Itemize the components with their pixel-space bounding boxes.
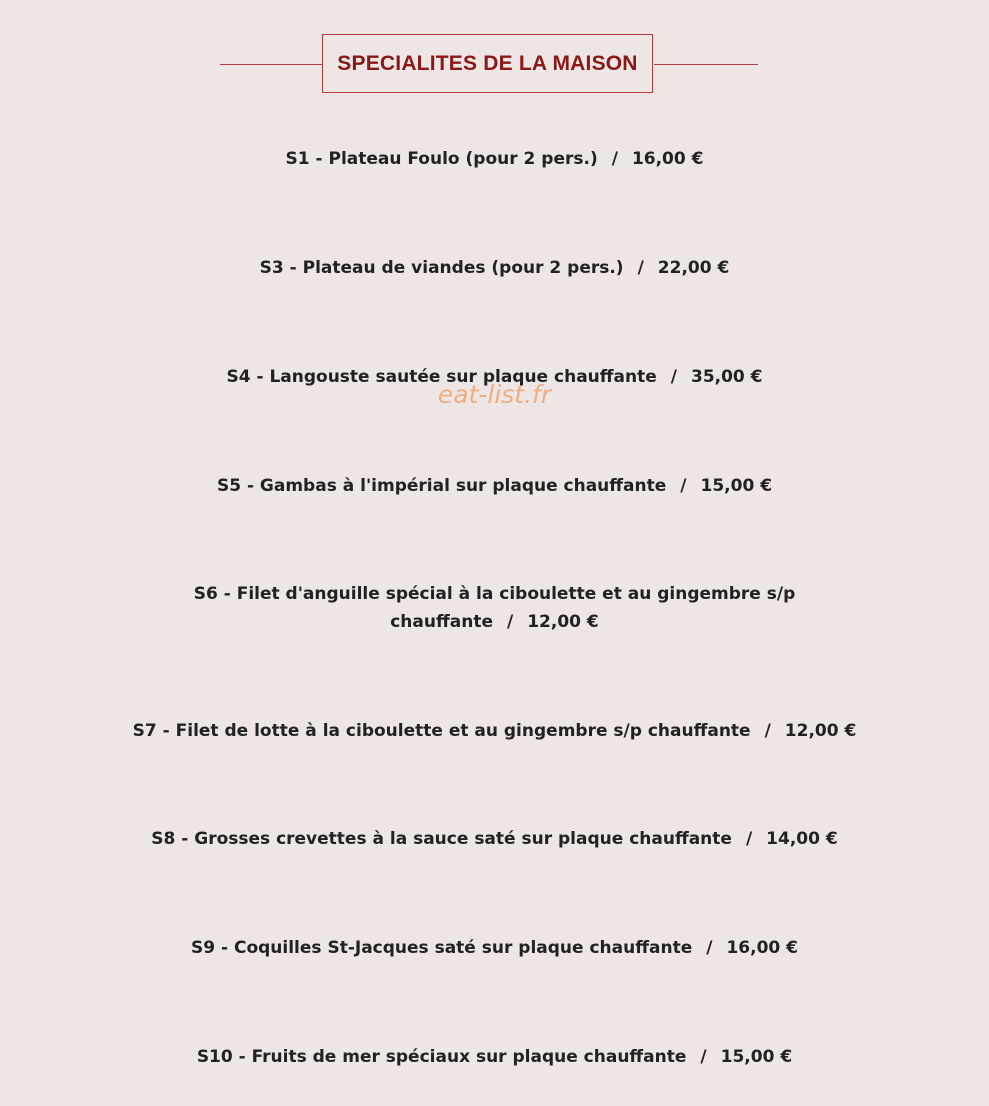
menu-item-name: S10 - Fruits de mer spéciaux sur plaque chauffante — [196, 1047, 687, 1067]
menu-item-name: S3 - Plateau de viandes (pour 2 pers.) — [259, 258, 624, 278]
menu-item — [180, 580, 809, 636]
menu-item-name: S7 - Filet de lotte à la ciboulette et au gingembre s/p chauffante — [132, 721, 751, 741]
section-header — [0, 34, 989, 95]
menu-item — [180, 472, 809, 500]
menu-item — [180, 145, 809, 173]
price-separator: / — [745, 829, 753, 849]
price-separator: / — [706, 938, 713, 958]
price-separator: / — [637, 258, 644, 278]
menu-item-name: S8 - Grosses crevettes à la sauce saté sur plaque chauffante — [151, 829, 732, 849]
menu-item — [120, 825, 869, 853]
header-rule-left — [220, 64, 323, 65]
price-separator: / — [611, 149, 618, 169]
menu-item-price: 14,00 € — [766, 829, 838, 849]
menu-item-name: S6 - Filet d'anguille spécial à la ciboulette et au gingembre s/p chauffante — [193, 584, 796, 632]
price-separator: / — [507, 612, 514, 632]
menu-item-price: 16,00 € — [726, 938, 798, 958]
menu-item — [120, 717, 869, 745]
menu-item-name: S5 - Gambas à l'impérial sur plaque chauffante — [216, 476, 667, 496]
menu-item — [120, 1043, 869, 1071]
menu-item-name: S1 - Plateau Foulo (pour 2 pers.) — [285, 149, 598, 169]
menu-item-price: 22,00 € — [657, 258, 730, 278]
menu-item-price: 15,00 € — [700, 476, 773, 496]
watermark: eat-list.fr — [437, 380, 552, 409]
menu-item-price: 15,00 € — [720, 1047, 793, 1067]
header-title-box — [322, 34, 653, 93]
menu-item — [120, 934, 869, 962]
menu-item — [180, 363, 809, 391]
menu-item-name: S9 - Coquilles St-Jacques saté sur plaque chauffante — [191, 938, 693, 958]
menu-item-price: 35,00 € — [690, 367, 763, 387]
menu-item-price: 12,00 € — [527, 612, 599, 632]
price-separator: / — [680, 476, 687, 496]
menu-item-name: S4 - Langouste sautée sur plaque chauffante — [226, 367, 657, 387]
menu-item-price: 16,00 € — [631, 149, 704, 169]
header-rule-right — [654, 64, 758, 65]
price-separator: / — [670, 367, 677, 387]
price-separator: / — [764, 721, 771, 741]
page-title: SPECIALITES DE LA MAISON — [337, 51, 638, 75]
menu-item-price: 12,00 € — [784, 721, 857, 741]
menu-item — [180, 254, 809, 282]
price-separator: / — [700, 1047, 707, 1067]
